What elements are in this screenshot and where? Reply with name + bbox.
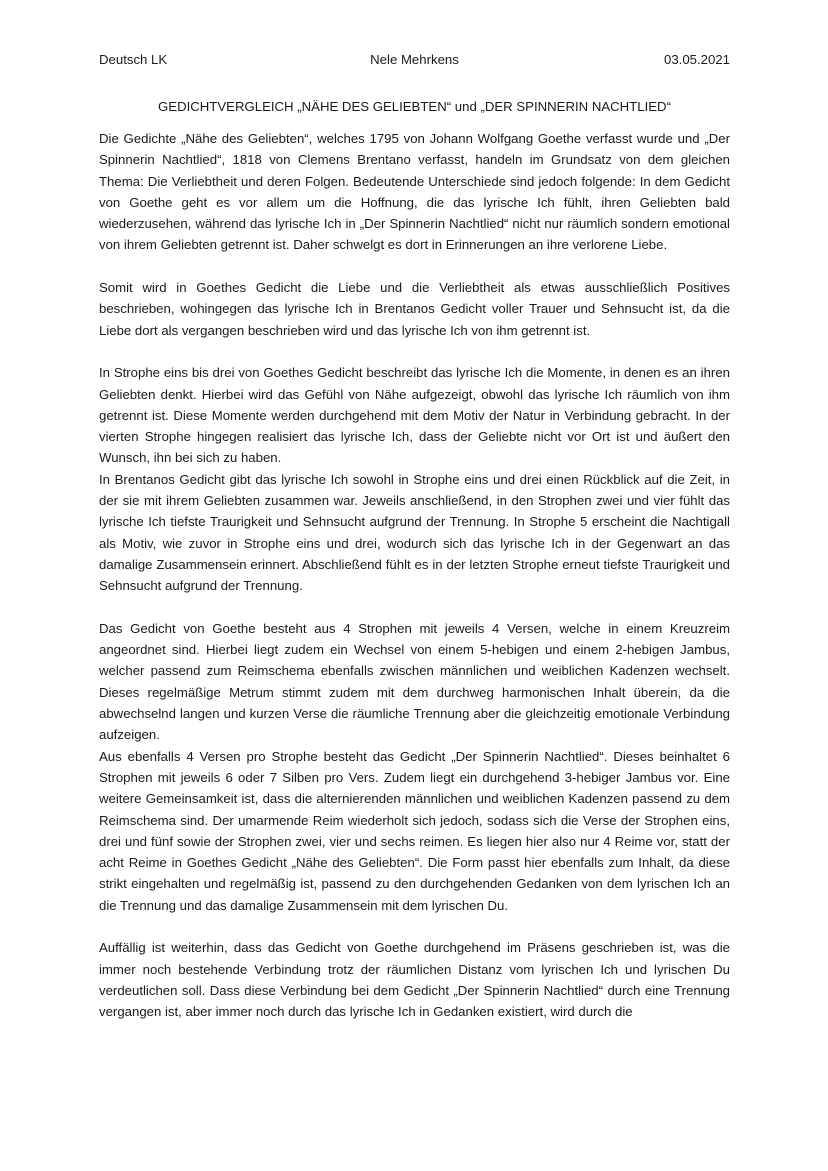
- header-author: Nele Mehrkens: [370, 52, 459, 67]
- paragraph-5: Das Gedicht von Goethe besteht aus 4 Strophen mit jeweils 4 Versen, welche in einem Kreuzreim angeordnet sind. Hierbei liegt zudem ein Wechsel von einem 5-hebigen und einem 2-hebigen Jambus, welcher passend zum Reimschema ebenfalls zwischen männlichen und weiblichen Kadenzen wechselt. Dieses regelmäßige Metrum stimmt zudem mit dem durchweg harmonischen Inhalt überein, da die abwechselnd langen und kurzen Verse die räumliche Trennung aber die gleichzeitig emotionale Verbindung aufzeigen.: [99, 620, 730, 743]
- paragraph-1: Die Gedichte „Nähe des Geliebten“, welches 1795 von Johann Wolfgang Goethe verfasst wurde und „Der Spinnerin Nachtlied“, 1818 von Clemens Brentano verfasst, handeln im Grundsatz von dem gleichen Thema: Die Verliebtheit und deren Folgen. Bedeutende Unterschiede sind jedoch folgende: In dem Gedicht von Goethe geht es vor allem um die Hoffnung, die das lyrische Ich fühlt, ihren Geliebten bald wiederzusehen, während das lyrische Ich in „Der Spinnerin Nachtlied“ nicht nur räumlich sondern emotional von ihrem Geliebten getrennt ist. Daher schwelgt es dort in Erinnerungen an ihre verlorene Liebe.: [99, 131, 730, 253]
- paragraph-7: Auffällig ist weiterhin, dass das Gedicht von Goethe durchgehend im Präsens geschrieben ist, was die immer noch bestehende Verbindung trotz der räumlichen Distanz vom lyrischen Ich und lyrischen Du verdeutlichen soll. Dass diese Verbindung bei dem Gedicht „Der Spinnerin Nachtlied“ durch eine Trennung vergangen ist, aber immer noch durch das lyrische Ich in Gedanken existiert, wird durch die: [99, 940, 730, 1020]
- header-course: Deutsch LK: [99, 52, 168, 67]
- header-date: 03.05.2021: [663, 52, 730, 67]
- paragraph-3: In Strophe eins bis drei von Goethes Gedicht beschreibt das lyrische Ich die Momente, in denen es an ihren Geliebten denkt. Hierbei wird das Gefühl von Nähe aufgezeigt, obwohl das lyrische Ich räumlich von ihm getrennt ist. Diese Momente werden durchgehend mit dem Motiv der Natur in Verbindung gebracht. In der vierten Strophe hingegen realisiert das lyrische Ich, dass der Geliebte nicht vor Ort ist und äußert den Wunsch, ihn bei sich zu haben.: [99, 365, 730, 466]
- document-body: [99, 128, 730, 1022]
- page-header: [99, 52, 730, 70]
- paragraph-6: Aus ebenfalls 4 Versen pro Strophe besteht das Gedicht „Der Spinnerin Nachtlied“. Dieses beinhaltet 6 Strophen mit jeweils 6 oder 7 Silben pro Vers. Zudem liegt ein durchgehend 3-hebiger Jambus vor. Eine weitere Gemeinsamkeit ist, dass die alternierenden männlichen und weiblichen Kadenzen passend zu dem Reimschema sind. Der umarmende Reim wiederholt sich jedoch, sodass sich die Verse der Strophen eins, drei und fünf sowie der Strophen zwei, vier und sechs reimen. Es liegen hier also nur 4 Reime vor, statt der acht Reime in Goethes Gedicht „Nähe des Geliebten“. Die Form passt hier ebenfalls zum Inhalt, da diese strikt eingehalten und regelmäßig ist, passend zu den durchgehenden Gedanken von dem lyrischen Ich an die Trennung und das damalige Zusammensein mit dem lyrischen Du.: [99, 748, 730, 913]
- paragraph-4: In Brentanos Gedicht gibt das lyrische Ich sowohl in Strophe eins und drei einen Rückblick auf die Zeit, in der sie mit ihrem Geliebten zusammen war. Jeweils anschließend, in den Strophen zwei und vier fühlt das lyrische Ich tiefste Traurigkeit und Sehnsucht aufgrund der Trennung. In Strophe 5 erscheint die Nachtigall als Motiv, wie zuvor in Strophe eins und drei, wodurch sich das lyrische Ich in der Gegenwart an das damalige Zusammensein erinnert. Abschließend fühlt es in der letzten Strophe erneut tiefste Traurigkeit und Sehnsucht aufgrund der Trennung.: [99, 471, 730, 594]
- paragraph-2: Somit wird in Goethes Gedicht die Liebe und die Verliebtheit als etwas ausschließlich Positives beschrieben, wohingegen das lyrische Ich in Brentanos Gedicht voller Trauer und Sehnsucht ist, da die Liebe dort als vergangen beschrieben wird und das lyrische Ich von ihm getrennt ist.: [99, 280, 730, 338]
- document-title: GEDICHTVERGLEICH „NÄHE DES GELIEBTEN“ und „DER SPINNERIN NACHTLIED“: [158, 99, 671, 114]
